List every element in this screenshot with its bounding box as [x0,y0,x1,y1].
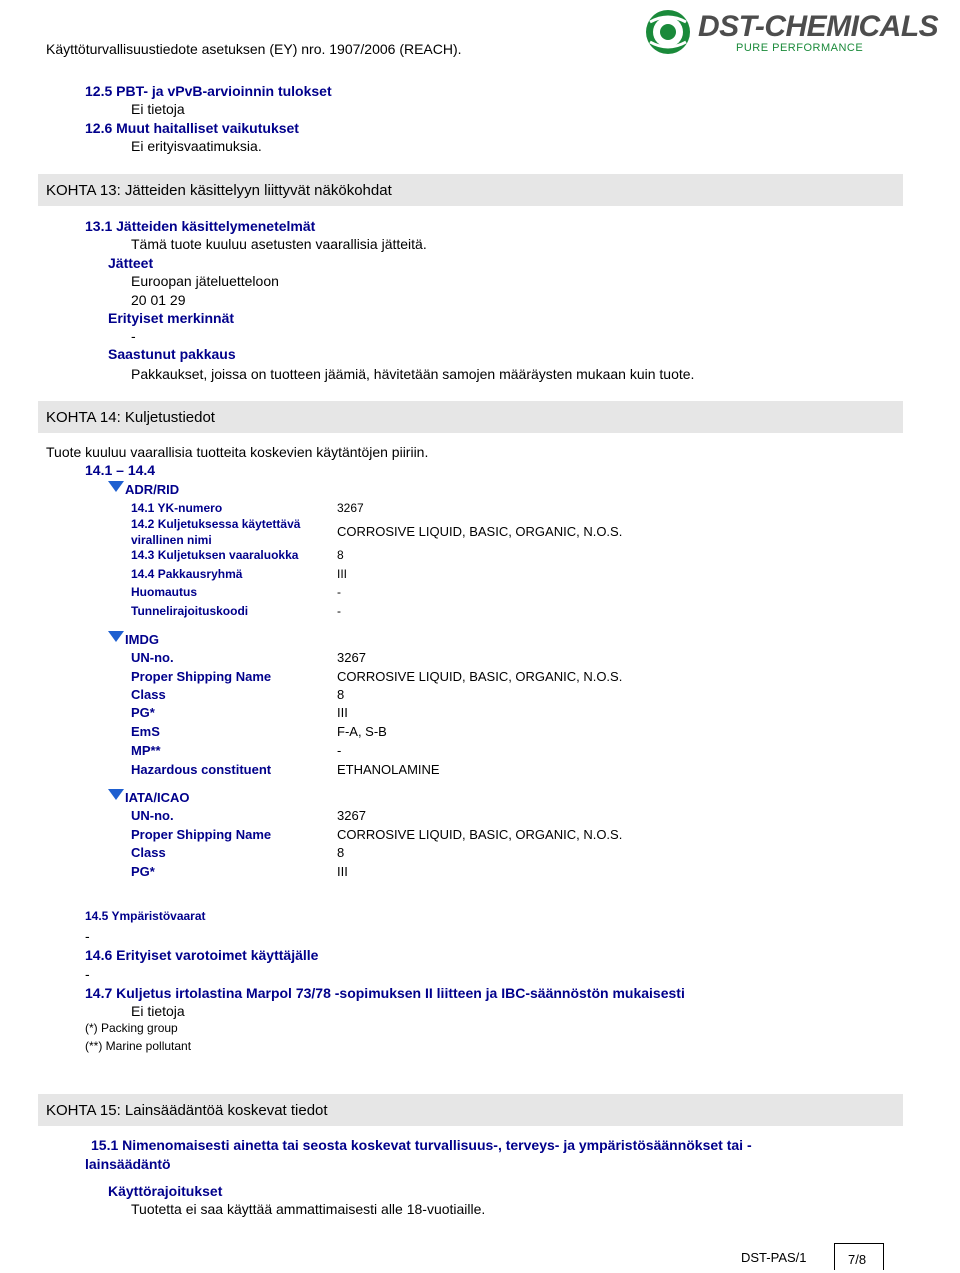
heading-14-1-14-4: 14.1 – 14.4 [85,462,156,478]
adr-value-un: 3267 [337,501,364,515]
adr-value-huomautus: - [337,585,341,599]
adr-label-pg: 14.4 Pakkausryhmä [131,567,243,581]
imdg-value-pg: III [337,705,348,720]
saastunut-pakkaus-text: Pakkaukset, joissa on tuotteen jäämiä, hävitetään samojen määräysten mukaan kuin tuote. [131,366,695,382]
adr-label-name-a: 14.2 Kuljetuksessa käytettävä [131,517,301,531]
erityiset-merkinnat-value: - [131,328,136,344]
iata-value-class: 8 [337,845,345,860]
section-13-bar [38,174,903,206]
iata-value-name: CORROSIVE LIQUID, BASIC, ORGANIC, N.O.S. [337,827,623,842]
imdg-label-un: UN-no. [131,650,174,665]
collapse-triangle-icon[interactable] [108,789,124,800]
globe-logo-icon [644,8,692,56]
imdg-value-hazard: ETHANOLAMINE [337,762,440,777]
value-13-1: Tämä tuote kuuluu asetusten vaarallisia jätteitä. [131,236,427,252]
label-kayttorajoitukset: Käyttörajoitukset [108,1183,223,1199]
page-number: 7/8 [848,1252,867,1267]
imdg-label-ems: EmS [131,724,160,739]
adr-value-class: 8 [337,548,344,562]
imdg-value-ems: F-A, S-B [337,724,387,739]
regulation-header: Käyttöturvallisuustiedote asetuksen (EY) nro. 1907/2006 (REACH). [46,41,462,57]
logo-wordmark: DST-CHEMICALS [698,10,939,43]
imdg-label-class: Class [131,687,166,702]
value-14-6: - [85,966,90,982]
logo-tagline: PURE PERFORMANCE [736,42,864,54]
footnote-packing-group: (*) Packing group [85,1021,178,1035]
iata-label-un: UN-no. [131,808,174,823]
adr-value-tunnel: - [337,604,341,618]
adr-label-name-b: virallinen nimi [131,533,212,547]
iata-label-class: Class [131,845,166,860]
page-number-box [834,1243,884,1270]
kayttorajoitukset-text: Tuotetta ei saa käyttää ammattimaisesti alle 18-vuotiaille. [131,1201,486,1217]
label-erityiset-merkinnat: Erityiset merkinnät [108,310,235,326]
adr-label-un: 14.1 YK-numero [131,501,223,515]
collapse-triangle-icon[interactable] [108,631,124,642]
imdg-value-class: 8 [337,687,345,702]
value-12-5: Ei tietoja [131,101,185,117]
imdg-title: IMDG [125,632,159,647]
section-15-title: KOHTA 15: Lainsäädäntöä koskevat tiedot [46,1102,328,1119]
value-14-7: Ei tietoja [131,1003,185,1019]
jatteet-code: 20 01 29 [131,292,186,308]
heading-13-1: 13.1 Jätteiden käsittelymenetelmät [85,218,316,234]
imdg-label-name: Proper Shipping Name [131,669,272,684]
document-id: DST-PAS/1 [741,1250,807,1265]
heading-15-1-line2: lainsäädäntö [85,1156,171,1172]
adr-value-name: CORROSIVE LIQUID, BASIC, ORGANIC, N.O.S. [337,524,623,539]
heading-12-5: 12.5 PBT- ja vPvB-arvioinnin tulokset [85,83,332,99]
value-14-5: - [85,928,90,944]
heading-14-6: 14.6 Erityiset varotoimet käyttäjälle [85,947,319,963]
company-logo [644,6,939,58]
section-13-title: KOHTA 13: Jätteiden käsittelyyn liittyvät näkökohdat [46,182,392,199]
collapse-triangle-icon[interactable] [108,481,124,492]
section-14-title: KOHTA 14: Kuljetustiedot [46,409,215,426]
section-14-bar [38,401,903,433]
label-jatteet: Jätteet [108,255,154,271]
adr-label-tunnel: Tunnelirajoituskoodi [131,604,249,618]
transport-intro: Tuote kuuluu vaarallisia tuotteita koskevien käytäntöjen piiriin. [46,444,429,460]
heading-14-5: 14.5 Ympäristövaarat [85,909,206,923]
adr-value-pg: III [337,567,348,581]
footnote-marine-pollutant: (**) Marine pollutant [85,1039,192,1053]
imdg-value-mp: - [337,743,342,758]
imdg-value-un: 3267 [337,650,366,665]
iata-value-pg: III [337,864,348,879]
heading-14-7: 14.7 Kuljetus irtolastina Marpol 73/78 -sopimuksen II liitteen ja IBC-säännöstön mukaisesti [85,985,685,1001]
adr-label-class: 14.3 Kuljetuksen vaaraluokka [131,548,299,562]
iata-label-name: Proper Shipping Name [131,827,272,842]
heading-15-1-line1: 15.1 Nimenomaisesti ainetta tai seosta koskevat turvallisuus-, terveys- ja ympäristösäännökset tai - [91,1137,752,1153]
iata-title: IATA/ICAO [125,790,190,805]
iata-label-pg: PG* [131,864,155,879]
label-saastunut-pakkaus: Saastunut pakkaus [108,346,236,362]
imdg-label-hazard: Hazardous constituent [131,762,272,777]
imdg-label-pg: PG* [131,705,155,720]
value-12-6: Ei erityisvaatimuksia. [131,138,262,154]
imdg-value-name: CORROSIVE LIQUID, BASIC, ORGANIC, N.O.S. [337,669,623,684]
adr-rid-title: ADR/RID [125,482,180,497]
iata-value-un: 3267 [337,808,366,823]
jatteet-text: Euroopan jäteluetteloon [131,273,279,289]
section-15-bar [38,1094,903,1126]
heading-12-6: 12.6 Muut haitalliset vaikutukset [85,120,299,136]
imdg-label-mp: MP** [131,743,161,758]
adr-label-huomautus: Huomautus [131,585,197,599]
